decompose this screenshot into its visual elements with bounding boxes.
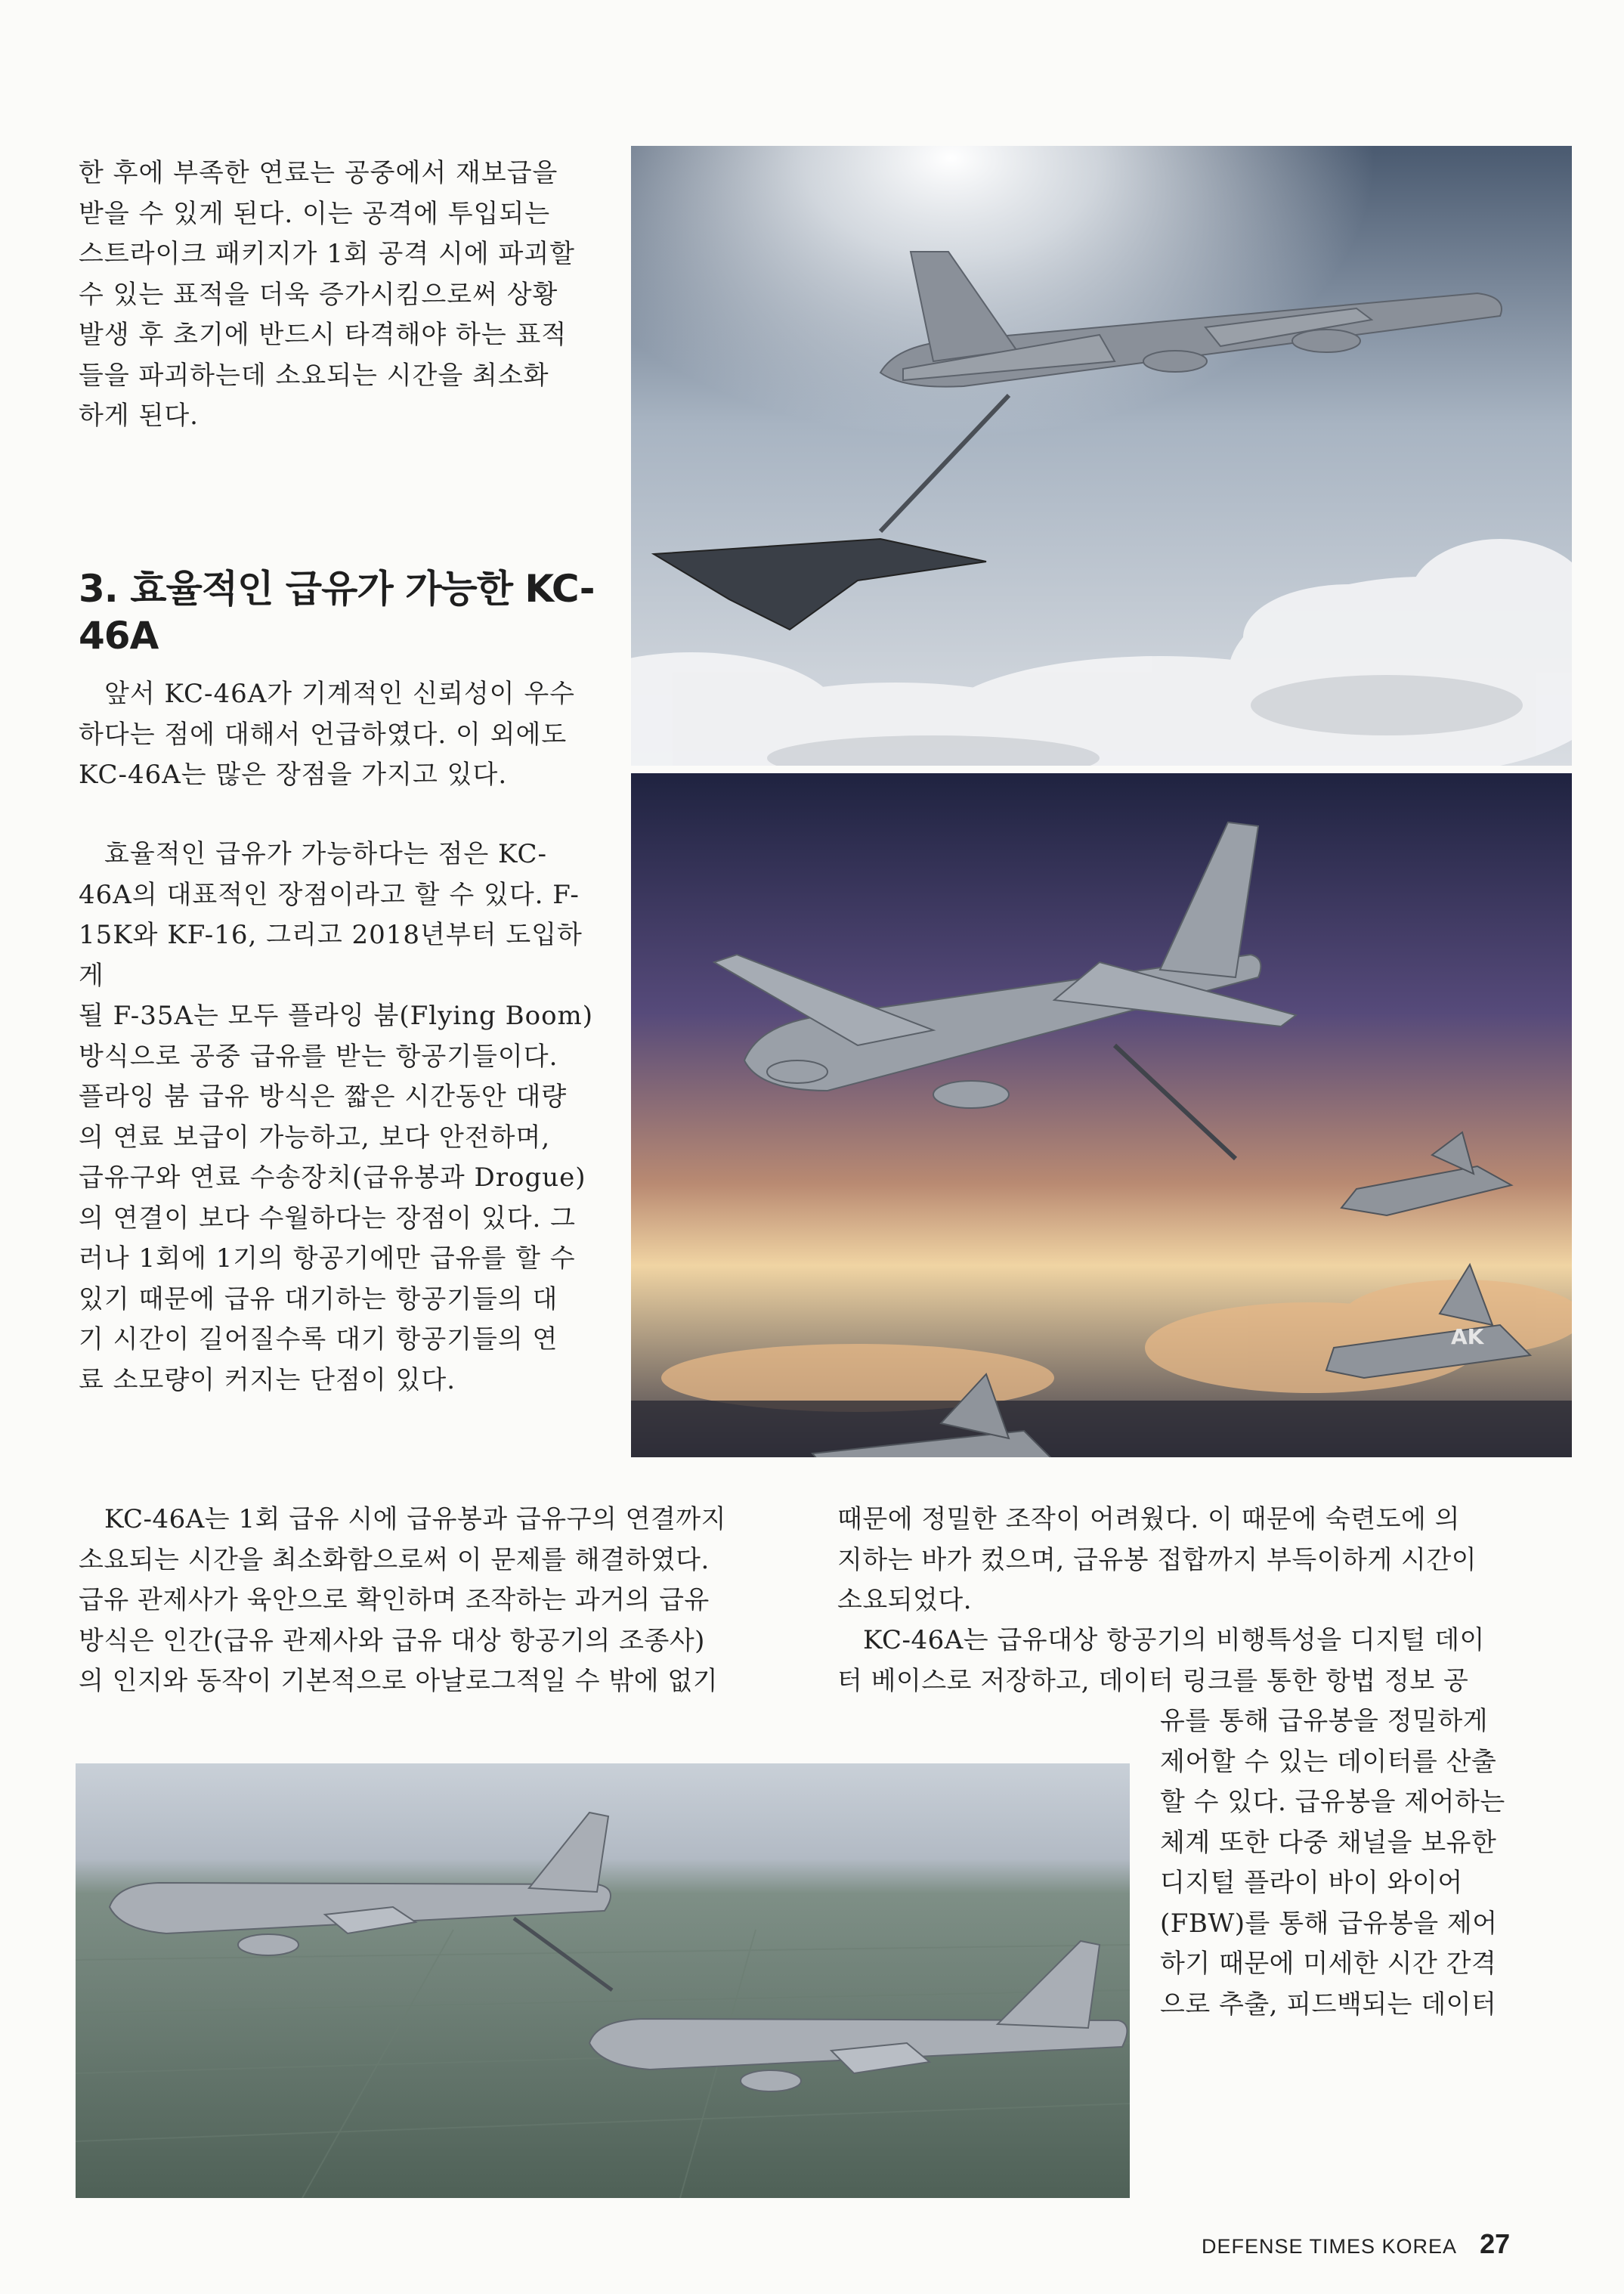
text-line: 하다는 점에 대해서 언급하였다. 이 외에도 (79, 719, 568, 750)
text-line: 플라잉 붐 급유 방식은 짧은 시간동안 대량 (79, 1082, 568, 1112)
text-line: 수 있는 표적을 더욱 증가시킴으로써 상황 (79, 279, 558, 310)
paragraph-1 (79, 674, 608, 796)
paragraph-5-continued (1160, 1701, 1545, 2025)
text-line: 때문에 정밀한 조작이 어려웠다. 이 때문에 숙련도에 의 (837, 1504, 1461, 1534)
photo-tanker-tanker (76, 1763, 1130, 2198)
text-line: 하기 때문에 미세한 시간 간격 (1160, 1949, 1497, 1979)
section-heading (79, 565, 623, 659)
text-line: 방식으로 공중 급유를 받는 항공기들이다. (79, 1041, 558, 1072)
text-line: 효율적인 급유가 가능하다는 점은 KC- (104, 839, 548, 869)
heading-line: 3. 효율적인 급유가 가능한 KC- (79, 567, 595, 611)
text-line: 급유 관제사가 육안으로 확인하며 조작하는 과거의 급유 (79, 1585, 710, 1615)
paragraph-4 (837, 1500, 1540, 1621)
text-line: 러나 1회에 1기의 항공기에만 급유를 할 수 (79, 1243, 576, 1274)
text-line: 터 베이스로 저장하고, 데이터 링크를 통한 항법 정보 공 (837, 1665, 1469, 1696)
text-line: 유를 통해 급유봉을 정밀하게 (1160, 1706, 1489, 1736)
text-line: 으로 추출, 피드백되는 데이터 (1160, 1989, 1497, 2020)
text-line: 스트라이크 패키지가 1회 공격 시에 파괴할 (79, 239, 576, 269)
photo-tanker-fighters (631, 773, 1572, 1457)
page-number: 27 (1480, 2228, 1511, 2259)
text-line: 소요되었다. (837, 1585, 973, 1615)
text-line: 의 연결이 보다 수월하다는 장점이 있다. 그 (79, 1203, 576, 1234)
text-line: (FBW)를 통해 급유봉을 제어 (1160, 1908, 1498, 1939)
paragraph-2 (79, 834, 608, 1401)
text-line: 의 연료 보급이 가능하고, 보다 안전하며, (79, 1122, 551, 1153)
paragraph-5 (837, 1621, 1540, 1701)
text-line: 료 소모량이 커지는 단점이 있다. (79, 1364, 456, 1395)
text-line: 발생 후 초기에 반드시 타격해야 하는 표적 (79, 320, 568, 350)
tail-code-label: AK (1451, 1324, 1484, 1349)
text-line: 하게 된다. (79, 401, 199, 431)
text-line: KC-46A는 많은 장점을 가지고 있다. (79, 760, 508, 790)
text-line: 체계 또한 다중 채널을 보유한 (1160, 1827, 1497, 1858)
text-line: 지하는 바가 컸으며, 급유봉 접합까지 부득이하게 시간이 (837, 1544, 1477, 1575)
text-line: 급유구와 연료 수송장치(급유봉과 Drogue) (79, 1162, 586, 1193)
text-line: 될 F-35A는 모두 플라잉 붐(Flying Boom) (79, 1001, 594, 1031)
photo-tanker-bomber (631, 146, 1572, 766)
intro-paragraph (79, 153, 608, 437)
publication-name: DEFENSE TIMES KOREA (1202, 2235, 1458, 2258)
heading-line: 46A (79, 614, 159, 658)
text-line: 방식은 인간(급유 관제사와 급유 대상 항공기의 조종사) (79, 1625, 705, 1656)
text-line: 들을 파괴하는데 소요되는 시간을 최소화 (79, 360, 549, 391)
text-line: 디지털 플라이 바이 와이어 (1160, 1868, 1463, 1898)
text-line: 있기 때문에 급유 대기하는 항공기들의 대 (79, 1283, 558, 1314)
text-line: 소요되는 시간을 최소화함으로써 이 문제를 해결하였다. (79, 1544, 710, 1575)
text-line: 받을 수 있게 된다. 이는 공격에 투입되는 (79, 198, 551, 229)
text-line: KC-46A는 급유대상 항공기의 비행특성을 디지털 데이 (863, 1625, 1485, 1655)
text-line: 15K와 KF-16, 그리고 2018년부터 도입하게 (79, 920, 583, 991)
text-line: 할 수 있다. 급유봉을 제어하는 (1160, 1787, 1505, 1817)
text-line: 한 후에 부족한 연료는 공중에서 재보급을 (79, 158, 558, 188)
text-line: 46A의 대표적인 장점이라고 할 수 있다. F- (79, 879, 580, 910)
page-footer (1202, 2228, 1557, 2260)
paragraph-3 (79, 1500, 781, 1702)
text-line: 앞서 KC-46A가 기계적인 신뢰성이 우수 (104, 679, 576, 709)
text-line: 제어할 수 있는 데이터를 산출 (1160, 1746, 1497, 1777)
text-line: 기 시간이 길어질수록 대기 항공기들의 연 (79, 1324, 558, 1354)
text-line: 의 인지와 동작이 기본적으로 아날로그적일 수 밖에 없기 (79, 1666, 719, 1696)
text-line: KC-46A는 1회 급유 시에 급유봉과 급유구의 연결까지 (104, 1504, 726, 1534)
